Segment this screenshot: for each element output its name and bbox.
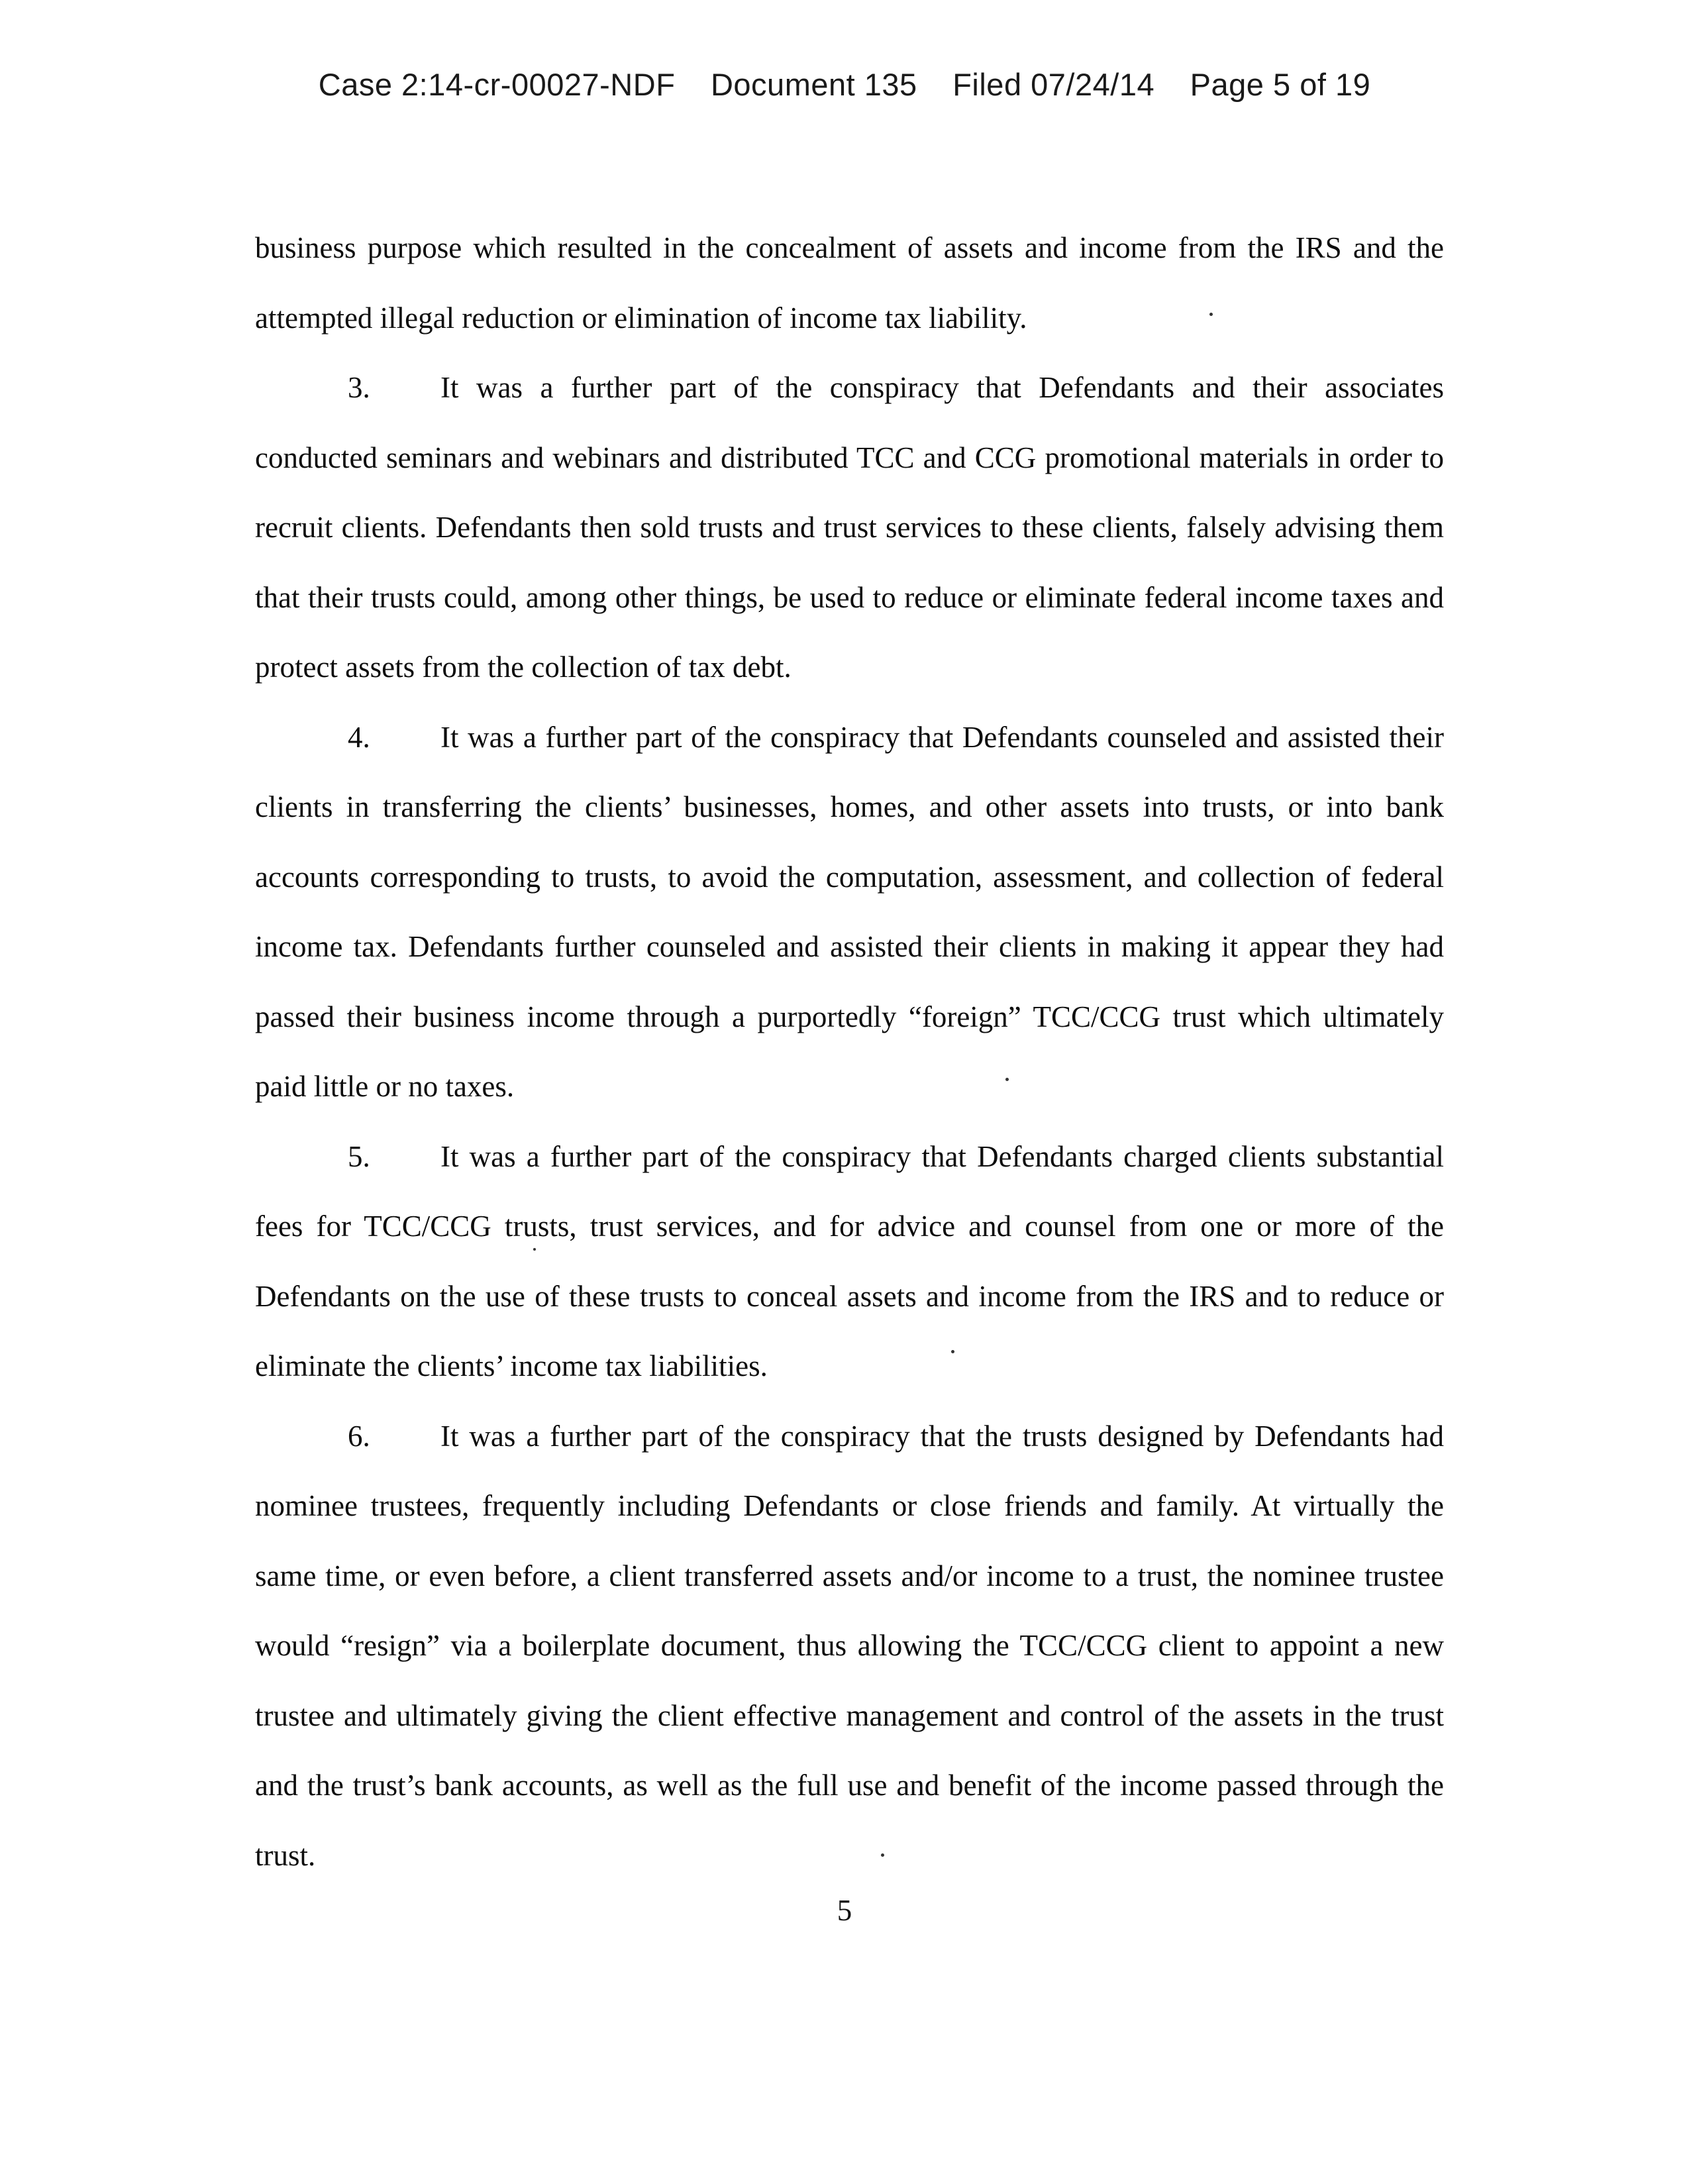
- paragraph-3: [255, 353, 1444, 703]
- paragraph-text: It was a further part of the conspiracy that Defendants charged clients substantial fees for TCC/CCG trusts, trust services, and for advice and counsel from one or more of the Defendants on the use of these trusts to conceal assets and income from the IRS and to reduce or eliminate the clients’ income tax liabilities.: [255, 1139, 1444, 1382]
- paragraph-text: It was a further part of the conspiracy that Defendants and their associates conducted seminars and webinars and distributed TCC and CCG promotional materials in order to recruit clients. Defendants then sold trusts and trust services to these clients, falsely advising them that their trusts could, among other things, be used to reduce or eliminate federal income taxes and protect assets from the collection of tax debt.: [255, 371, 1444, 684]
- document-body: [255, 213, 1444, 1891]
- continuation-paragraph: business purpose which resulted in the concealment of assets and income from the IRS and the attempted illegal reduction or elimination of income tax liability.: [255, 231, 1444, 335]
- paragraph-5: [255, 1122, 1444, 1402]
- page-number: 5: [837, 1894, 852, 1927]
- paragraph-4: [255, 703, 1444, 1122]
- court-filing-header: [0, 66, 1689, 103]
- paragraph-text: It was a further part of the conspiracy that Defendants counseled and assisted their clients in transferring the clients’ businesses, homes, and other assets into trusts, or into bank accounts corresponding to trusts, to avoid the computation, assessment, and collection of federal income tax. Defendants further counseled and assisted their clients in making it appear they had passed their business income through a purportedly “foreign” TCC/CCG trust which ultimately paid little or no taxes.: [255, 720, 1444, 1103]
- scan-speck: [881, 1853, 884, 1857]
- scan-speck: [533, 1248, 536, 1251]
- document-number: Document 135: [710, 67, 917, 102]
- paragraph-text: It was a further part of the conspiracy that the trusts designed by Defendants had nominee trustees, frequently including Defendants or close friends and family. At virtually the same time, or even before, a client transferred assets and/or income to a trust, the nominee trustee would “resign” via a boilerplate document, thus allowing the TCC/CCG client to appoint a new trustee and ultimately giving the client effective management and control of the assets in the trust and the trust’s bank accounts, as well as the full use and benefit of the income passed through the trust.: [255, 1419, 1444, 1872]
- paragraph-number: 5.: [348, 1139, 370, 1173]
- scan-speck: [1005, 1078, 1009, 1081]
- scan-speck: [1209, 313, 1213, 316]
- scan-speck: [951, 1350, 954, 1353]
- paragraph-6: [255, 1402, 1444, 1891]
- paragraph-number: 4.: [348, 720, 370, 754]
- case-number: Case 2:14-cr-00027-NDF: [318, 67, 676, 102]
- page-indicator: Page 5 of 19: [1190, 67, 1371, 102]
- paragraph-number: 3.: [348, 371, 370, 404]
- paragraph-number: 6.: [348, 1419, 370, 1453]
- filed-date: Filed 07/24/14: [952, 67, 1155, 102]
